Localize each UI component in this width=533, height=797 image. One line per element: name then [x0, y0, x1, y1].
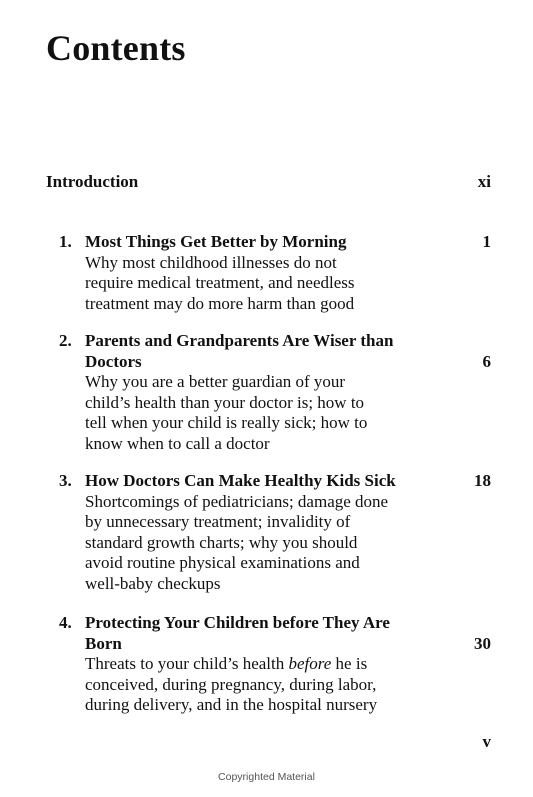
entry-page-number: 30 [474, 633, 491, 653]
entry-number: 3. [59, 471, 72, 490]
introduction-page-number: xi [477, 172, 491, 191]
entry-description: Shortcomings of pediatricians; damage done by unnecessary treatment; invalidity of standard growth charts; why you should avoid routine physical examinations and well-baby checkups [85, 491, 389, 593]
page-title: Contents [46, 28, 186, 68]
copyright-footer: Copyrighted Material [218, 771, 315, 783]
entry-number: 4. [59, 613, 72, 632]
entry-page-number: 1 [482, 232, 491, 251]
entry-number: 1. [59, 232, 72, 251]
toc-entry [59, 471, 491, 594]
entry-page-number: 6 [482, 351, 491, 371]
entry-title-continued: Doctors [85, 351, 142, 371]
toc-entry [59, 613, 491, 716]
entry-description-emphasis: before [288, 654, 332, 673]
introduction-label: Introduction [46, 172, 139, 191]
toc-entry [59, 232, 491, 314]
entry-description: Why you are a better guardian of your child’s health than your doctor is; how to tell when your child is really sick; how to know when to call a doctor [85, 372, 368, 453]
entry-description: Why most childhood illnesses do not require medical treatment, and needless treatment may do more harm than good [85, 252, 355, 313]
entry-page-number: 18 [474, 471, 491, 490]
entry-title: Parents and Grandparents Are Wiser than [85, 331, 394, 350]
entry-number: 2. [59, 331, 72, 350]
entry-description-text: he is conceived, during pregnancy, during labor, during delivery, and in the hospital nursery [85, 654, 378, 714]
folio-page-number: v [482, 732, 491, 751]
entry-description-text: Threats to your child’s health [85, 654, 289, 673]
entry-description [85, 654, 439, 716]
entry-title-continued: Born [85, 633, 122, 653]
entry-title: Protecting Your Children before They Are [85, 613, 390, 632]
toc-entry [59, 331, 491, 454]
entry-title: How Doctors Can Make Healthy Kids Sick [85, 471, 396, 490]
entry-title: Most Things Get Better by Morning [85, 232, 347, 251]
